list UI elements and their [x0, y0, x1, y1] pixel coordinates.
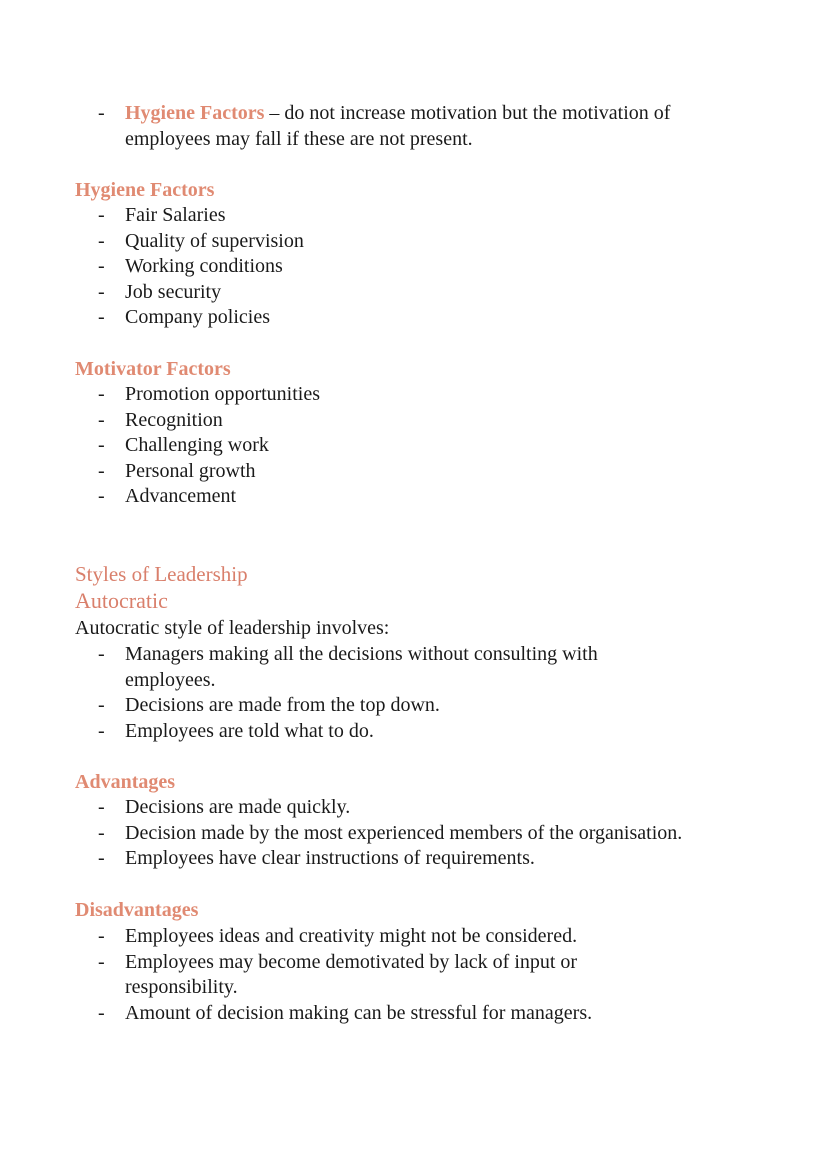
list-item: - Challenging work [0, 433, 828, 459]
motivator-heading: Motivator Factors [75, 358, 231, 380]
advantages-list [0, 795, 828, 872]
intro-term: Hygiene Factors [125, 102, 265, 124]
list-item: - Promotion opportunities [0, 382, 828, 408]
autocratic-list [0, 642, 828, 744]
list-item: - Employees are told what to do. [0, 719, 828, 745]
list-item: - Decision made by the most experienced members of the organisation. [0, 821, 828, 847]
disadvantages-heading: Disadvantages [75, 899, 199, 921]
bullet-dash: - [98, 408, 105, 431]
list-item: - Recognition [0, 408, 828, 434]
bullet-dash: - [98, 485, 105, 508]
bullet-dash: - [98, 925, 105, 947]
intro-item [0, 101, 828, 152]
bullet-dash: - [98, 280, 105, 303]
bullet-dash: - [98, 306, 105, 329]
disadvantages-list [0, 924, 828, 1026]
list-item: - Advancement [0, 484, 828, 510]
list-item: - Personal growth [0, 459, 828, 485]
bullet-dash: - [98, 204, 105, 226]
hygiene-list [0, 203, 828, 331]
list-item: - Decisions are made from the top down. [0, 693, 828, 719]
list-item: - Fair Salaries [0, 203, 828, 229]
list-item: - Quality of supervision [0, 229, 828, 255]
list-item: - Employees have clear instructions of requirements. [0, 846, 828, 872]
list-item: - Amount of decision making can be stressful for managers. [0, 1001, 828, 1027]
list-item: - Company policies [0, 305, 828, 331]
styles-title: Styles of Leadership [75, 562, 248, 586]
bullet-dash: - [98, 950, 105, 973]
bullet-dash: - [98, 719, 105, 742]
list-item: - Employees ideas and creativity might not be considered. [0, 924, 828, 950]
bullet-dash: - [98, 229, 105, 252]
bullet-dash: - [98, 643, 105, 665]
motivator-list [0, 382, 828, 510]
intro-list [0, 101, 828, 152]
bullet-dash: - [98, 821, 105, 844]
hygiene-heading: Hygiene Factors [75, 179, 215, 201]
bullet-dash: - [98, 434, 105, 457]
bullet-dash: - [98, 255, 105, 278]
bullet-dash: - [98, 694, 105, 717]
bullet-dash: - [98, 102, 105, 124]
autocratic-intro: Autocratic style of leadership involves: [75, 617, 390, 639]
list-item: - Job security [0, 280, 828, 306]
bullet-dash: - [98, 796, 105, 818]
bullet-dash: - [98, 847, 105, 870]
bullet-dash: - [98, 1001, 105, 1024]
advantages-heading: Advantages [75, 771, 176, 793]
list-item: - Managers making all the decisions without consulting with employees. [98, 643, 598, 691]
bullet-dash: - [98, 459, 105, 482]
autocratic-subtitle: Autocratic [75, 588, 168, 613]
bullet-dash: - [98, 383, 105, 405]
intro-text: – do not increase motivation but the motivation of employees may fall if these are not present. [125, 102, 671, 150]
list-item: - Decisions are made quickly. [0, 795, 828, 821]
list-item: - Working conditions [0, 254, 828, 280]
list-item: - Employees may become demotivated by lack of input or responsibility. [98, 950, 578, 999]
